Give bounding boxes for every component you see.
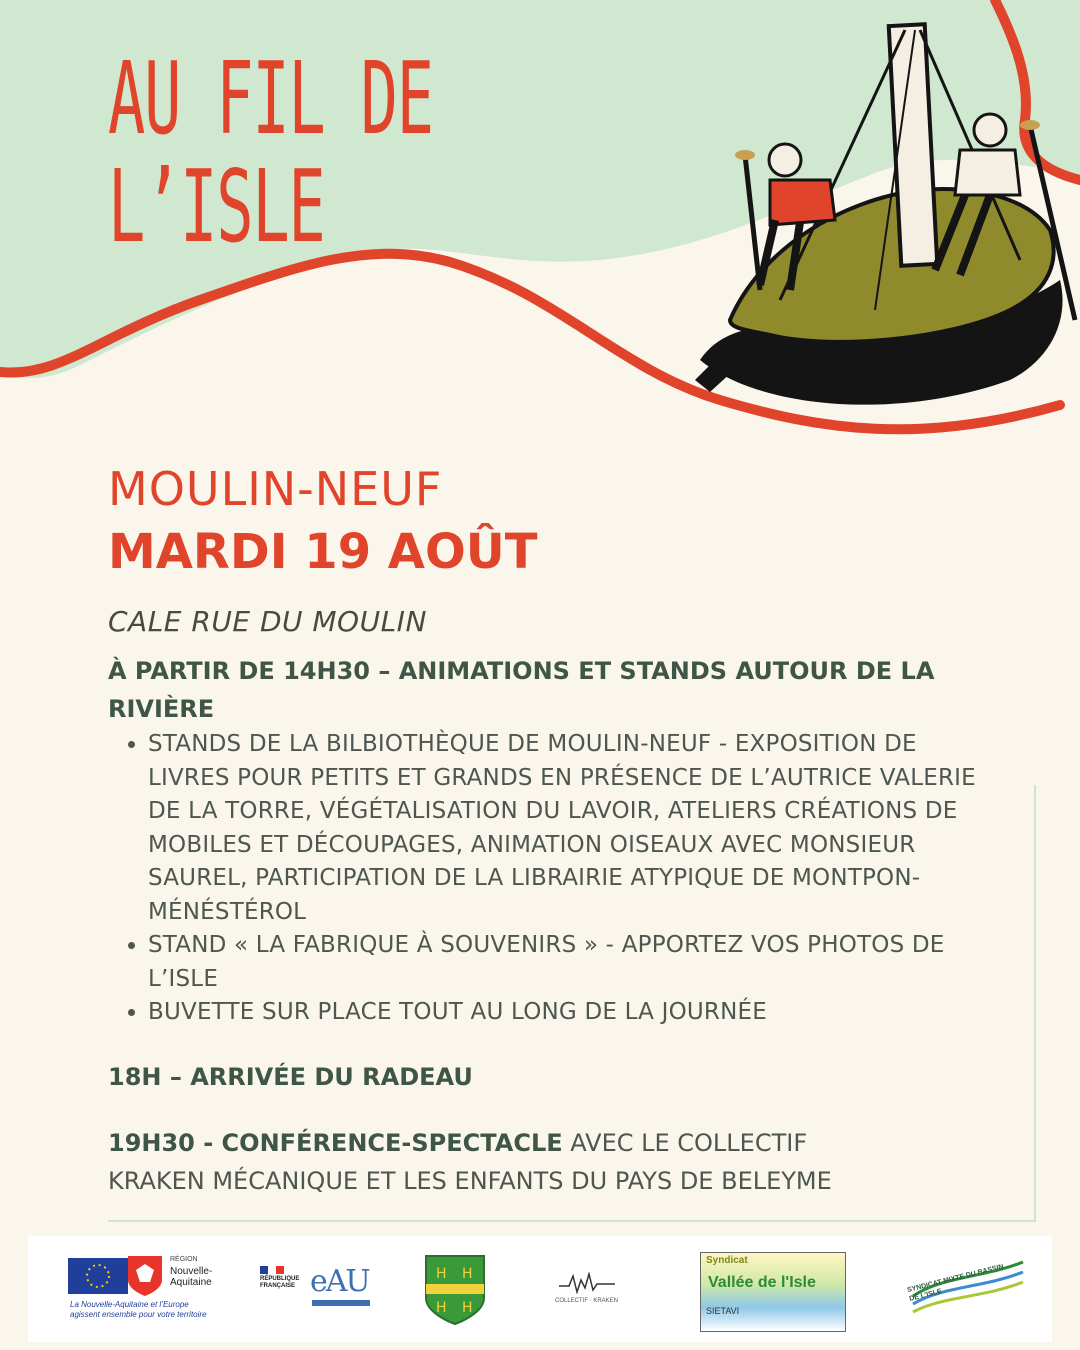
svg-text:H: H — [462, 1300, 473, 1316]
bassin-text: SYNDICAT MIXTE DU BASSIN DE L’ISLE — [906, 1263, 1005, 1303]
coat-of-arms-icon — [424, 1254, 486, 1326]
list-item: • STAND « LA FABRIQUE À SOUVENIRS » - APPORTEZ VOS PHOTOS DE L’ISLE — [148, 929, 978, 996]
arrival-heading: 18H – ARRIVÉE DU RADEAU — [108, 1062, 473, 1091]
section-heading-line2: RIVIÈRE — [108, 695, 215, 723]
event-date: MARDI 19 AOÛT — [108, 524, 538, 580]
section-heading-afternoon — [108, 652, 978, 728]
event-town: MOULIN-NEUF — [108, 462, 443, 516]
syndicat-name: Vallée de l'Isle — [708, 1274, 816, 1291]
na-name: Nouvelle-Aquitaine — [170, 1266, 213, 1288]
eau-bar — [312, 1300, 370, 1306]
svg-text:H: H — [436, 1266, 447, 1282]
rf-text: RÉPUBLIQUE FRANÇAISE — [260, 1276, 300, 1289]
list-item: • BUVETTE SUR PLACE TOUT AU LONG DE LA JOURNÉE — [148, 996, 978, 1030]
conference-text — [108, 1124, 978, 1200]
logo-syndicat-vallee — [700, 1236, 848, 1342]
conference-title: 19H30 - CONFÉRENCE-SPECTACLE — [108, 1128, 563, 1157]
french-flag-icon — [260, 1266, 284, 1274]
logo-bassin-isle — [903, 1236, 1033, 1342]
eau-text: eAU — [310, 1264, 369, 1299]
logo-collectif — [553, 1236, 643, 1342]
waveform-icon — [559, 1272, 615, 1294]
event-details — [108, 462, 978, 1200]
event-title — [108, 40, 433, 265]
na-caption2: agissent ensemble pour votre territoire — [70, 1310, 207, 1319]
syndicat-code: SIETAVI — [706, 1306, 740, 1316]
frame-right — [1034, 785, 1036, 1221]
conference-rest: AVEC LE COLLECTIF — [562, 1128, 808, 1157]
svg-text:H: H — [436, 1300, 447, 1316]
title-line-1: AU FIL DE — [108, 40, 433, 157]
conference-line2: KRAKEN MÉCANIQUE ET LES ENFANTS DU PAYS DE BELEYME — [108, 1166, 832, 1195]
na-emblem-icon — [126, 1254, 164, 1298]
na-caption1: La Nouvelle-Aquitaine et l’Europe — [70, 1300, 189, 1309]
event-place: CALE RUE DU MOULIN — [108, 605, 427, 638]
title-line-2: L’ISLE — [108, 148, 325, 265]
section-heading-line1: À PARTIR DE 14H30 – ANIMATIONS ET STANDS AUTOUR DE LA — [108, 657, 935, 685]
logo-coat-of-arms — [424, 1236, 490, 1342]
activity-list — [108, 728, 978, 1030]
svg-text:H: H — [462, 1266, 473, 1282]
frame-bottom — [108, 1220, 1036, 1222]
list-item: • STANDS DE LA BILBIOTHÈQUE DE MOULIN-NEUF - EXPOSITION DE LIVRES POUR PETITS ET GRANDS EN PRÉSENCE DE L’AUTRICE VALERIE DE LA TORRE, VÉGÉTALISATION DU LAVOIR, ATELIERS CRÉATIONS DE MOBILES ET DÉCOUPAGES, ANIMATION OISEAUX AVEC MONSIEUR SAUREL, PARTICIPATION DE LA LIBRAIRIE ATYPIQUE DE MONTPON-MÉNÉSTÉROL — [148, 728, 978, 929]
logo-agence-eau — [260, 1236, 380, 1342]
collectif-text: COLLECTIF · KRAKEN — [555, 1298, 619, 1304]
logo-nouvelle-aquitaine — [68, 1236, 243, 1342]
partner-logos — [28, 1236, 1052, 1342]
na-small: RÉGION — [170, 1256, 198, 1263]
syndicat-top: Syndicat — [706, 1255, 748, 1266]
eu-flag-icon — [68, 1258, 128, 1294]
